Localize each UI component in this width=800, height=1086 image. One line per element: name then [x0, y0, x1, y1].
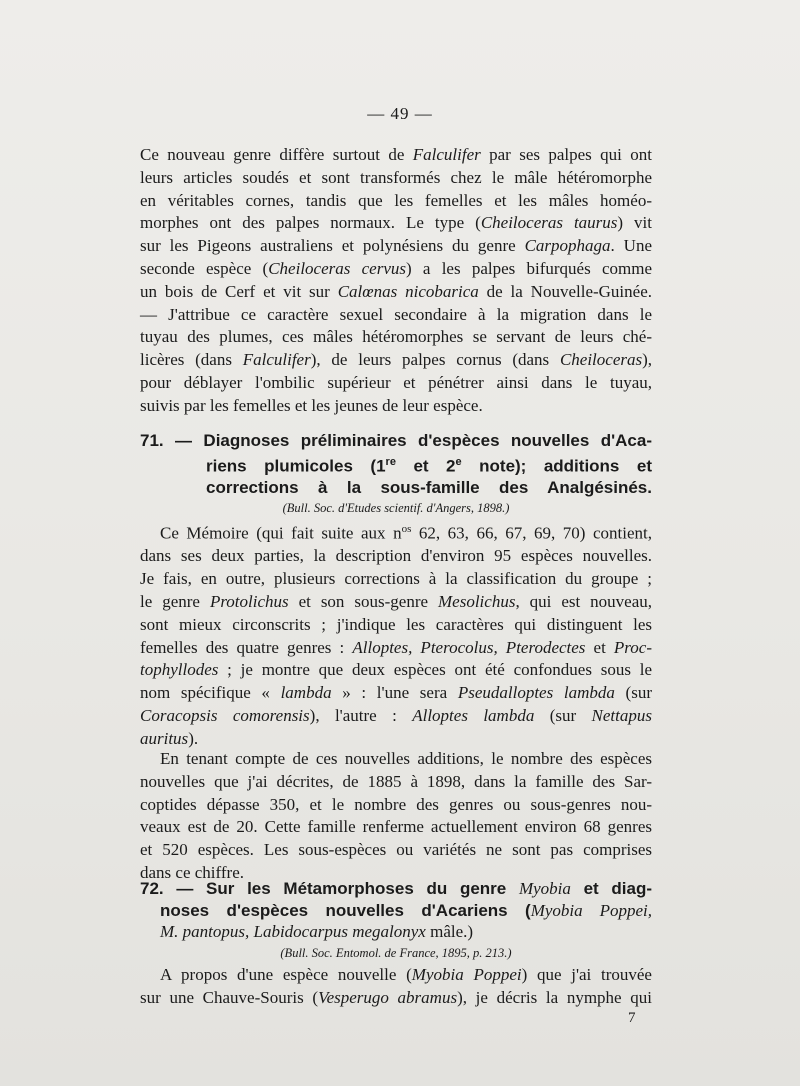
text-run: Ce nouveau genre diffère surtout de: [140, 145, 413, 164]
text-run: ) a les palpes bifurqués comme: [406, 258, 653, 278]
section-71-paragraph-b: [140, 748, 652, 885]
text-line: en véritables cornes, tandis que les femelles et les mâles homéo-: [140, 190, 652, 210]
taxon-name: Proc-: [613, 637, 652, 657]
section-72-paragraph: [140, 964, 652, 1010]
taxon-name: Alloptes lambda: [412, 706, 535, 726]
taxon-name: Cheiloceras cervus: [268, 258, 406, 278]
section-71-paragraph-a: [140, 518, 652, 751]
taxon-name: Carpophaga: [524, 236, 611, 256]
text-run: Ce Mémoire (qui fait suite aux n: [160, 523, 402, 543]
superscript: re: [385, 455, 396, 468]
text-line: [140, 964, 652, 987]
taxon-name: Falculifer: [242, 350, 311, 370]
text-line: dans ses deux parties, la description d'environ 95 espèces nouvelles.: [140, 546, 652, 566]
citation: [140, 500, 652, 516]
text-line: [140, 235, 652, 258]
taxon-name: Protolichus: [209, 592, 289, 612]
taxon-name: M. pantopus, Labidocarpus megalonyx: [160, 922, 426, 941]
taxon-name: Calœnas nicobarica: [337, 281, 479, 301]
text-run: et son sous-genre: [288, 592, 438, 612]
text-run: ), de leurs palpes cornus (dans: [310, 350, 560, 370]
text-line: En tenant compte de ces nouvelles additions, le nombre des espèces: [160, 749, 652, 768]
taxon-name: lambda: [280, 683, 332, 703]
heading-line: corrections à la sous-famille des Analgésinés.: [206, 477, 652, 497]
taxon-name: Myobia: [518, 879, 571, 898]
text-line: veaux est de 20. Cette famille renferme actuellement environ 68 genres: [140, 817, 652, 837]
superscript: os: [401, 523, 412, 535]
text-run: sur une Chauve-Souris (: [140, 987, 319, 1007]
text-line: [140, 987, 652, 1010]
text-run: mâle.): [425, 922, 474, 941]
text-line: [140, 258, 652, 281]
text-line: pour déblayer l'ombilic supérieur et pénétrer ainsi dans le tuyau,: [140, 372, 652, 392]
text-run: . Une: [610, 236, 652, 256]
taxon-name: tophyllodes: [140, 660, 219, 680]
paragraph-intro: [140, 144, 652, 418]
text-run: sur les Pigeons australiens et polynésiens du genre: [140, 236, 525, 256]
text-run: seconde espèce (: [140, 258, 269, 278]
text-line: [140, 637, 652, 660]
text-line: — J'attribue ce caractère sexuel secondaire à la migration dans le: [140, 304, 652, 324]
text-line: coptides dépasse 350, et le nombre des genres ou sous-genres nou-: [140, 794, 652, 814]
text-run: licères (dans: [140, 350, 243, 370]
text-run: de la Nouvelle-Guinée.: [478, 281, 652, 301]
text-line: [140, 659, 652, 682]
text-run: et: [585, 637, 614, 657]
taxon-name: Cheiloceras: [559, 350, 643, 370]
text-line: [140, 281, 652, 304]
text-run: et diag-: [570, 879, 652, 898]
text-run: (sur: [614, 683, 652, 703]
text-run: ).: [188, 728, 199, 748]
heading-line: 71. — Diagnoses préliminaires d'espèces nouvelles d'Aca-: [140, 431, 652, 450]
text-run: A propos d'une espèce nouvelle (: [160, 965, 412, 984]
text-line: et 520 espèces. Les sous-espèces ou variétés ne sont pas comprises: [140, 840, 652, 860]
taxon-name: Vesperugo abramus: [318, 987, 458, 1007]
text-line: Je fais, en outre, plusieurs corrections à la classification du groupe ;: [140, 569, 652, 589]
text-line: [140, 682, 652, 705]
text-run: » : l'une sera: [331, 683, 458, 703]
text-run: ) vit: [617, 213, 652, 233]
text-run: le genre: [140, 592, 210, 612]
text-line: tuyau des plumes, ces mâles hétéromorphes se servant de leurs ché-: [140, 327, 652, 347]
text-run: (sur: [534, 706, 592, 726]
text-line: [140, 144, 652, 167]
taxon-name: auritus: [140, 728, 189, 748]
taxon-name: Mesolichus: [438, 592, 516, 612]
citation: [140, 945, 652, 961]
text-run: et 2: [395, 456, 456, 476]
taxon-name: Falculifer: [412, 145, 481, 164]
text-line: sont mieux circonscrits ; j'indique les caractères qui distinguent les: [140, 614, 652, 634]
text-run: riens plumicoles (1: [206, 456, 386, 476]
text-line: suivis par les femelles et les jeunes de leur espèce.: [140, 395, 483, 415]
text-run: ) que j'ai trouvée: [521, 965, 652, 984]
taxon-name: Nettapus: [591, 706, 652, 726]
text-line: [140, 518, 652, 545]
text-run: femelles des quatre genres :: [140, 637, 353, 657]
text-run: un bois de Cerf et vit sur: [140, 281, 338, 301]
text-run: morphes ont des palpes normaux. Le type (: [140, 213, 481, 233]
text-line: dans ce chiffre.: [140, 862, 244, 882]
heading-line: [140, 900, 652, 922]
text-run: noses d'espèces nouvelles d'Acariens (: [160, 900, 531, 920]
text-line: [140, 349, 652, 372]
text-line: nouvelles que j'ai décrites, de 1885 à 1898, dans la famille des Sar-: [140, 771, 652, 791]
citation-text: (Bull. Soc. d'Etudes scientif. d'Angers, 1898.): [282, 501, 510, 516]
heading-line: [140, 452, 652, 477]
taxon-name: Coracopsis comorensis: [140, 706, 310, 726]
heading-line: [140, 878, 652, 900]
text-run: nom spécifique «: [140, 683, 281, 703]
text-run: 62, 63, 66, 67, 69, 70) contient,: [411, 523, 652, 543]
taxon-name: Cheiloceras taurus: [480, 213, 618, 233]
text-run: ), je décris la nymphe qui: [457, 987, 652, 1007]
text-line: [140, 591, 652, 614]
signature-mark: 7: [628, 1010, 636, 1026]
section-72-heading: [140, 878, 652, 961]
citation-text: (Bull. Soc. Entomol. de France, 1895, p. 213.): [280, 945, 512, 960]
text-run: ), l'autre :: [309, 706, 413, 726]
text-line: leurs articles soudés et sont transformés chez le mâle hétéromorphe: [140, 167, 652, 187]
taxon-name: Alloptes, Pterocolus, Pterodectes: [352, 637, 586, 657]
text-run: note); additions et: [461, 456, 652, 476]
superscript: e: [455, 455, 462, 468]
page-number: — 49 —: [367, 104, 433, 123]
taxon-name: Pseudalloptes lambda: [457, 683, 615, 703]
section-71-heading: [140, 430, 652, 516]
taxon-name: Myobia Poppei: [411, 965, 522, 984]
heading-line: [140, 921, 652, 943]
text-run: ),: [642, 350, 653, 370]
text-line: [140, 212, 652, 235]
text-run: 72. — Sur les Métamorphoses du genre: [140, 879, 519, 898]
text-run: par ses palpes qui ont: [480, 145, 652, 164]
text-run: ; je montre que deux espèces ont été confondues sous le: [218, 660, 652, 680]
text-run: , qui est nouveau,: [515, 592, 653, 612]
text-line: [140, 705, 652, 728]
taxon-name: Myobia Poppei,: [530, 900, 652, 920]
